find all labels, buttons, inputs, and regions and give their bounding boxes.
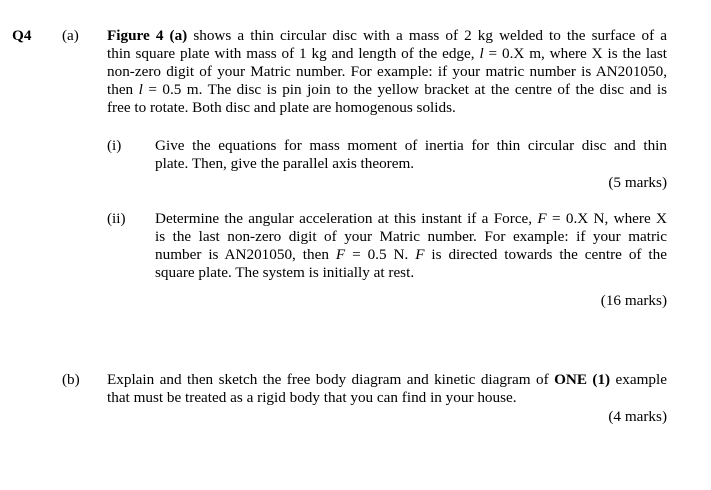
question-number: Q4 bbox=[12, 27, 32, 44]
sub-part-i-label: (i) bbox=[107, 137, 122, 154]
sub-part-i-line-1: Give the equations for mass moment of inertia for thin circular disc and thin bbox=[155, 137, 667, 154]
part-a-label: (a) bbox=[62, 27, 79, 44]
part-b-label: (b) bbox=[62, 371, 80, 388]
part-a-line-5: free to rotate. Both disc and plate are homogenous solids. bbox=[107, 99, 456, 116]
sub-part-i-text bbox=[155, 137, 667, 173]
sub-part-ii-line-2: is the last non-zero digit of your Matric number. For example: if your matric bbox=[155, 228, 667, 245]
part-b-line-1-post: example bbox=[610, 371, 667, 388]
sub-part-ii-line-1 bbox=[155, 210, 667, 228]
part-a-line-4-pre: then bbox=[107, 81, 139, 98]
part-b-marks: (4 marks) bbox=[608, 408, 667, 425]
sub-part-ii-line-3-pre: number is AN201050, then bbox=[155, 246, 336, 263]
sub-part-ii-line-3-mid: = 0.5 N. bbox=[345, 246, 416, 263]
sub-part-ii-line-3-post: is directed towards the centre of the bbox=[424, 246, 667, 263]
part-a-line-1-text: shows a thin circular disc with a mass of 2 kg welded to the surface of a bbox=[187, 27, 667, 44]
sub-part-ii-line-1-post: = 0.X N, where X bbox=[546, 210, 667, 227]
variable-f-direction: F bbox=[415, 246, 425, 263]
part-b-line-2: that must be treated as a rigid body that you can find in your house. bbox=[107, 389, 517, 406]
sub-part-ii-line-1-pre: Determine the angular acceleration at this instant if a Force, bbox=[155, 210, 538, 227]
sub-part-ii-line-4: square plate. The system is initially at rest. bbox=[155, 264, 415, 281]
part-a-line-4 bbox=[107, 81, 667, 99]
part-b-emphasis: ONE (1) bbox=[554, 371, 611, 388]
part-a-line-2-pre: thin square plate with mass of 1 kg and length of the edge, bbox=[107, 45, 480, 62]
sub-part-ii-marks: (16 marks) bbox=[600, 292, 667, 309]
sub-part-ii-label: (ii) bbox=[107, 210, 126, 227]
part-a-line-1 bbox=[107, 27, 667, 45]
part-b-line-1 bbox=[107, 371, 667, 389]
part-a-line-2-post: = 0.X m, where X is the last bbox=[483, 45, 667, 62]
sub-part-ii-text bbox=[155, 210, 667, 282]
part-a-line-2 bbox=[107, 45, 667, 63]
variable-f: F bbox=[537, 210, 547, 227]
sub-part-i-line-2: plate. Then, give the parallel axis theorem. bbox=[155, 155, 415, 172]
figure-reference: Figure 4 (a) bbox=[107, 27, 188, 44]
sub-part-i-marks: (5 marks) bbox=[608, 174, 667, 191]
part-b-text bbox=[107, 371, 667, 407]
variable-f-example: F bbox=[335, 246, 346, 263]
part-a-line-4-post: = 0.5 m. The disc is pin join to the yellow bracket at the centre of the disc and is bbox=[142, 81, 667, 98]
part-b-line-1-pre: Explain and then sketch the free body diagram and kinetic diagram of bbox=[107, 371, 555, 388]
variable-l: l bbox=[479, 45, 484, 62]
variable-l-example: l bbox=[138, 81, 143, 98]
sub-part-ii-line-3 bbox=[155, 246, 667, 264]
part-a-paragraph bbox=[107, 27, 667, 117]
part-a-line-3: non-zero digit of your Matric number. For example: if your matric number is AN201050, bbox=[107, 63, 667, 80]
